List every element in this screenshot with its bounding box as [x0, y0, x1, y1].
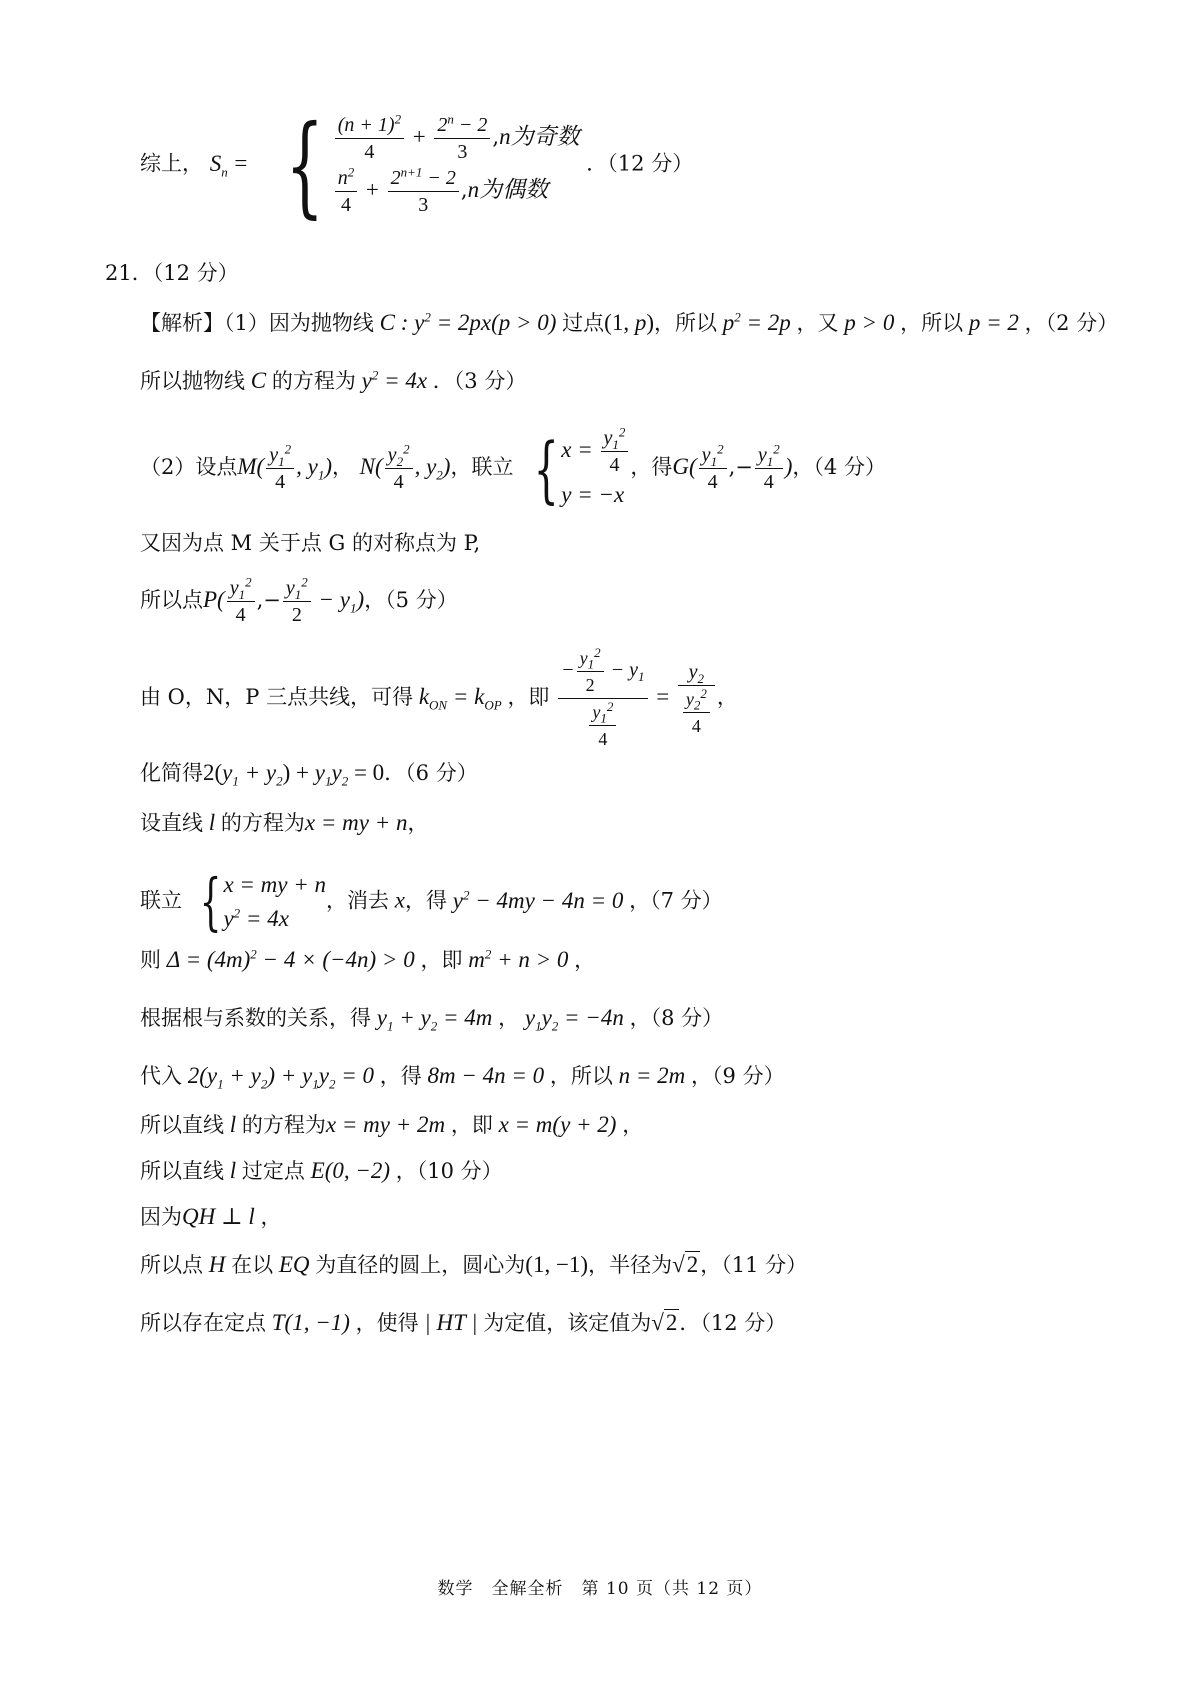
solution-line-6: 由 O，N，P 三点共线，可得 $k_{ON} = k_{OP}$ ，即 − $\frac{y_1^2}{2}$ − $y_1$ $\frac{y_1^2}{4}$ = $\frac{y_2}{\frac{y_2^2}{4}}$ ， [140, 645, 738, 749]
solution-line-4: 又因为点 M 关于点 G 的对称点为 P, [140, 531, 481, 555]
summary-prefix: 综上， [140, 151, 203, 176]
solution-line-2: 所以抛物线 C 的方程为 $y^2 = 4x$ ．（3 分） [140, 367, 527, 393]
solution-line-17: 所以存在定点 T(1, −1) ，使得 | HT | 为定值，该定值为√2．（12 分） [140, 1310, 787, 1335]
summary-line: 综上， $S_n$ = { $\frac{(n + 1)^2}{4}$ + $\frac{2^n - 2}{3}$ ,n为奇数 $\frac{n^2}{4}$ + $\frac{2^{n+1} - 2}{3}$ ,n为偶数 ．（12 分） [140, 101, 694, 229]
solution-line-14: 所以直线 l 过定点 E(0, −2) ，（10 分） [140, 1158, 503, 1183]
solution-line-7: 化简得$2(y_1 + y_2) + y_1y_2 = 0$．（6 分） [140, 760, 478, 789]
solution-line-13: 所以直线 l 的方程为x = my + 2m ，即 x = m(y + 2) ， [140, 1112, 644, 1137]
page-footer: 数学 全解全析 第 10 页（共 12 页） [437, 1579, 763, 1599]
solution-line-9: 联立 { x = my + n $y^2 = 4x$ ，消去 x，得 $y^2 - 4my - 4n = 0$ ，（7 分） [140, 865, 723, 938]
piecewise-cases: $\frac{(n + 1)^2}{4}$ + $\frac{2^n - 2}{3}$ ,n为奇数 $\frac{n^2}{4}$ + $\frac{2^{n+1} - 2}{3}$ ,n为偶数 [333, 112, 580, 218]
question-number: 21．（12 分） [105, 261, 239, 285]
solution-line-16: 所以点 H 在以 EQ 为直径的圆上，圆心为(1, −1)，半径为√2，（11 分） [140, 1252, 808, 1277]
case-odd: n为奇数 [499, 124, 580, 149]
summary-suffix: ．（12 分） [586, 151, 694, 176]
solution-line-5: 所以点P( $\frac{y_1^2}{4}$ ,− $\frac{y_1^2}{2}$ − $y_1$)，（5 分） [140, 574, 458, 626]
solution-line-1: 【解析】（1）因为抛物线 C : $y^2 = 2px(p > 0)$ 过点(1, p)，所以 $p^2 = 2p$ ，又 p > 0 ，所以 p = 2 ，（2 分） [140, 309, 1119, 335]
case-even: n为偶数 [467, 177, 549, 202]
solution-line-15: 因为QH ⊥ l ， [140, 1204, 282, 1229]
solution-line-12: 代入 $2(y_1 + y_2) + y_1y_2 = 0$ ，得 8m − 4n = 0 ，所以 n = 2m ，（9 分） [140, 1063, 785, 1092]
solution-line-11: 根据根与系数的关系，得 $y_1 + y_2 = 4m$ ， $y_1y_2 = -4n$ ，（8 分） [140, 1005, 724, 1034]
solution-line-8: 设直线 l 的方程为x = my + n， [140, 810, 429, 835]
solution-line-3: （2）设点M( $\frac{y_1^2}{4}$ , $y_1$)， N( $\frac{y_2^2}{4}$ , $y_2$)，联立 { x = $\frac{y_1^2}{4}$ y = −x ，得G( $\frac{y_1^2}{4}$ ,− $\frac{y_1^2}{4}$ )，（4 分） [140, 424, 886, 511]
solution-line-10: 则 $\Delta = (4m)^2 - 4 \times (-4n) > 0$ ，即 $m^2 + n > 0$ ， [140, 946, 596, 972]
